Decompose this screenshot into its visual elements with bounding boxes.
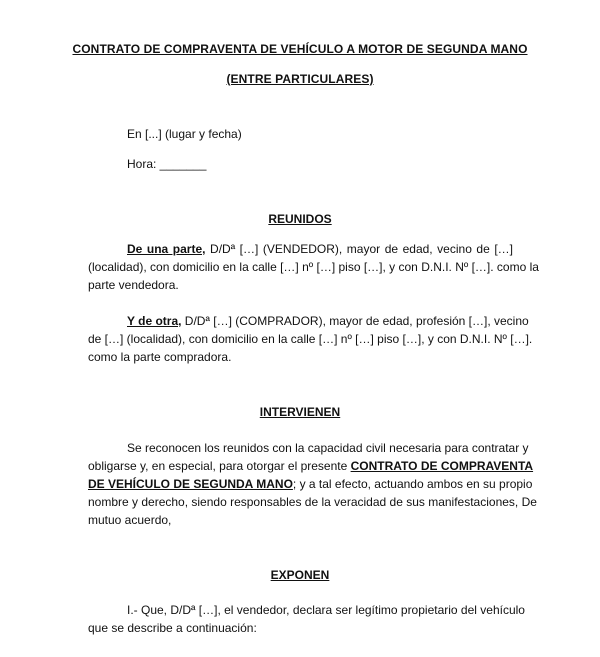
exponen-heading: EXPONEN	[270, 568, 330, 582]
intervienen-line-5: mutuo acuerdo,	[88, 513, 172, 527]
place-date-line: En [...] (lugar y fecha)	[127, 127, 242, 141]
intervienen-line-2	[88, 459, 534, 473]
buyer-lead: Y de otra,	[127, 314, 182, 328]
intervienen-line-4: nombre y derecho, siendo responsables de la veracidad de sus manifestaciones, De	[88, 495, 537, 509]
exponen-line-1: I.- Que, D/Dª […], el vendedor, declara ser legítimo propietario del vehículo	[127, 603, 525, 617]
contract-name-part-2: DE VEHÍCULO DE SEGUNDA MANO	[88, 477, 293, 491]
time-line: Hora: _______	[127, 157, 207, 171]
buyer-line-1	[127, 314, 529, 328]
buyer-line-3: como la parte compradora.	[88, 350, 232, 364]
reunidos-heading: REUNIDOS	[268, 212, 332, 226]
seller-text-1: D/Dª […] (VENDEDOR), mayor de edad, vecino de […]	[205, 242, 513, 256]
seller-lead: De una parte,	[127, 242, 206, 256]
contract-name-part-1: CONTRATO DE COMPRAVENTA	[350, 459, 534, 473]
intervienen-text-2: obligarse y, en especial, para otorgar el presente	[88, 459, 351, 473]
seller-line-1	[127, 242, 513, 256]
seller-line-3: parte vendedora.	[88, 278, 179, 292]
document-title: CONTRATO DE COMPRAVENTA DE VEHÍCULO A MOTOR DE SEGUNDA MANO	[72, 42, 528, 56]
intervienen-text-3: ; y a tal efecto, actuando ambos en su propio	[292, 477, 533, 491]
document-subtitle: (ENTRE PARTICULARES)	[226, 72, 374, 86]
intervienen-heading: INTERVIENEN	[259, 405, 341, 419]
seller-line-2: (localidad), con domicilio en la calle […] nº […] piso […], y con D.N.I. Nº […]. como la	[88, 260, 539, 274]
intervienen-line-3	[88, 477, 533, 491]
buyer-text-1: D/Dª […] (COMPRADOR), mayor de edad, profesión […], vecino	[181, 314, 529, 328]
exponen-line-2: que se describe a continuación:	[88, 621, 257, 635]
buyer-line-2: de […] (localidad), con domicilio en la calle […] nº […] piso […], y con D.N.I. Nº […].	[88, 332, 533, 346]
intervienen-line-1: Se reconocen los reunidos con la capacidad civil necesaria para contratar y	[127, 441, 529, 455]
